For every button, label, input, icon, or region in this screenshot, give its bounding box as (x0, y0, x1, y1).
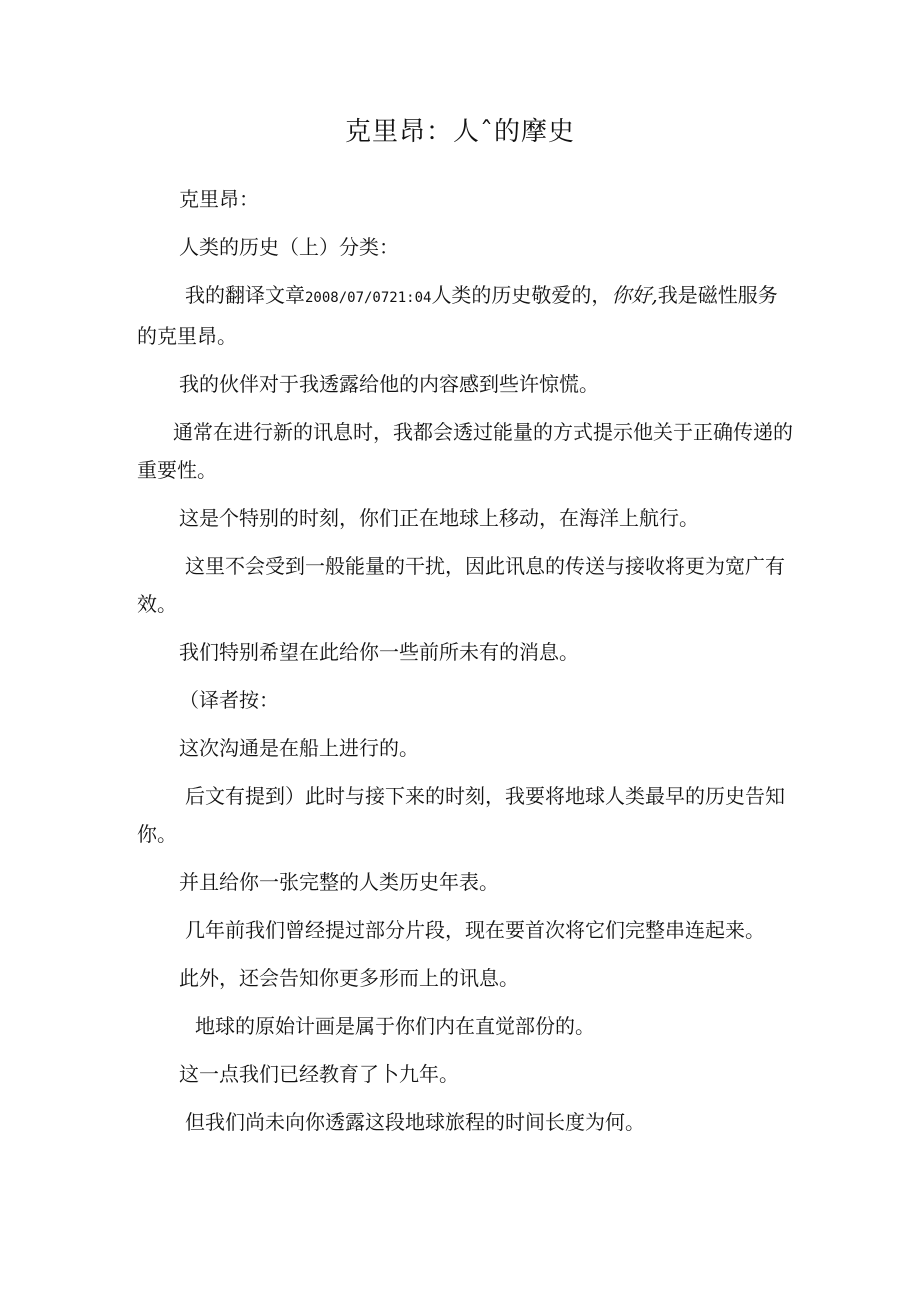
paragraph-5: 这是个特别的时刻，你们正在地球上移动，在海洋上航行。 (179, 506, 699, 530)
paragraph-16: 但我们尚未向你透露这段地球旅程的时间长度为何。 (185, 1110, 645, 1134)
intro-text-2: 人类的历史敬爱的， (431, 283, 612, 307)
paragraph-12: 几年前我们曾经提过部分片段，现在要首次将它们完整串连起来。 (185, 918, 765, 942)
paragraph-7: 我们特别希望在此给你一些前所未有的消息。 (179, 640, 579, 664)
paragraph-category: 人类的历史（上）分类： (179, 235, 399, 259)
paragraph-intro (137, 276, 797, 355)
paragraph-14: 地球的原始计画是属于你们内在直觉部份的。 (195, 1014, 595, 1038)
intro-greeting: 你好, (611, 283, 658, 307)
paragraph-11: 并且给你一张完整的人类历史年表。 (179, 870, 499, 894)
intro-text-3: 我是磁性服务的克里昂。 (137, 283, 778, 348)
paragraph-3: 我的伙伴对于我透露给他的内容感到些许惊慌。 (179, 372, 599, 396)
document-body (137, 180, 797, 1151)
intro-text-1: 我的翻译文章 (185, 283, 305, 307)
paragraph-10: 后文有提到）此时与接下来的时刻，我要将地球人类最早的历史告知你。 (137, 784, 785, 846)
paragraph-4: 通常在进行新的讯息时，我都会透过能量的方式提示他关于正确传递的重要性。 (137, 420, 793, 482)
intro-date: 2008/07/0721:04 (305, 290, 432, 306)
paragraph-author: 克里昂： (179, 187, 259, 211)
paragraph-9: 这次沟通是在船上进行的。 (179, 736, 419, 760)
paragraph-15: 这一点我们已经教育了卜九年。 (179, 1062, 459, 1086)
paragraph-13: 此外，还会告知你更多形而上的讯息。 (179, 966, 519, 990)
document-title: 克里昂：人ˆ的摩史 (344, 117, 575, 147)
paragraph-6: 这里不会受到一般能量的干扰，因此讯息的传送与接收将更为宽广有效。 (137, 554, 785, 616)
paragraph-8: （译者按： (179, 688, 279, 712)
